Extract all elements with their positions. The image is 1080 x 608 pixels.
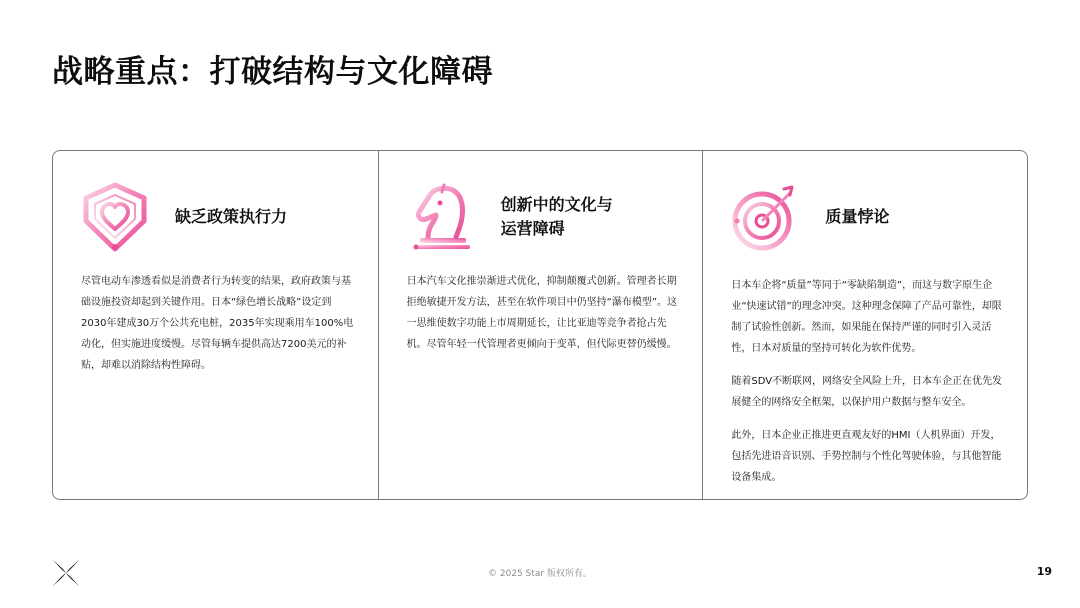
column-header <box>729 177 889 257</box>
column-quality <box>702 151 1027 499</box>
column-heading <box>175 205 287 229</box>
column-heading <box>825 205 889 229</box>
column-paragraph: 尽管电动车渗透看似是消费者行为转变的结果，政府政策与基础设施投资却起到关键作用。日本“绿色增长战略”设定到2030年建成30万个公共充电桩，2035年实现乘用车100%电动化，但实施进度缓慢。尽管每辆车提供高达7200美元的补贴，却难以消除结构性障碍。 <box>81 276 354 371</box>
column-body <box>407 271 681 367</box>
column-culture <box>378 151 703 499</box>
column-header <box>79 177 287 257</box>
page-number: 19 <box>1036 565 1052 578</box>
column-body <box>731 275 1005 500</box>
column-paragraph: 随着SDV不断联网，网络安全风险上升，日本车企正在优先发展健全的网络安全框架，以保护用户数据与整车安全。 <box>731 376 1003 408</box>
page-title: 战略重点：打破结构与文化障碍 <box>52 54 493 90</box>
shield-heart-icon <box>79 179 151 255</box>
column-paragraph: 此外，日本企业正推进更直观友好的HMI（人机界面）开发，包括先进语音识别、手势控制与个性化驾驶体验，与其他智能设备集成。 <box>731 430 1002 483</box>
column-heading-line: 质量悖论 <box>825 207 890 226</box>
column-heading-line: 运营障碍 <box>500 219 565 238</box>
target-arrow-icon <box>729 179 801 255</box>
column-heading <box>501 193 613 241</box>
column-body <box>81 271 356 388</box>
footer-copyright: © 2025 Star 版权所有。 <box>488 569 592 579</box>
column-paragraph: 日本车企将“质量”等同于“零缺陷制造”，而这与数字原生企业“快速试错”的理念冲突。这种理念保障了产品可靠性，却限制了试验性创新。然而，如果能在保持严谨的同时引入灵活性，日本对质量的坚持可转化为软件优势。 <box>731 280 1002 354</box>
column-heading-line: 缺乏政策执行力 <box>175 207 288 226</box>
strategy-panel <box>52 150 1028 500</box>
column-paragraph: 日本汽车文化推崇渐进式优化，抑制颠覆式创新。管理者长期拒绝敏捷开发方法，甚至在软件项目中仍坚持“瀑布模型”。这一思维使数字功能上市周期延长，让比亚迪等竞争者抢占先机。尽管年轻一代管理者更倾向于变革，但代际更替仍缓慢。 <box>406 276 678 350</box>
column-policy <box>53 151 378 499</box>
chess-knight-icon <box>405 179 477 255</box>
column-header <box>405 177 613 257</box>
column-heading-line: 创新中的文化与 <box>500 195 613 214</box>
